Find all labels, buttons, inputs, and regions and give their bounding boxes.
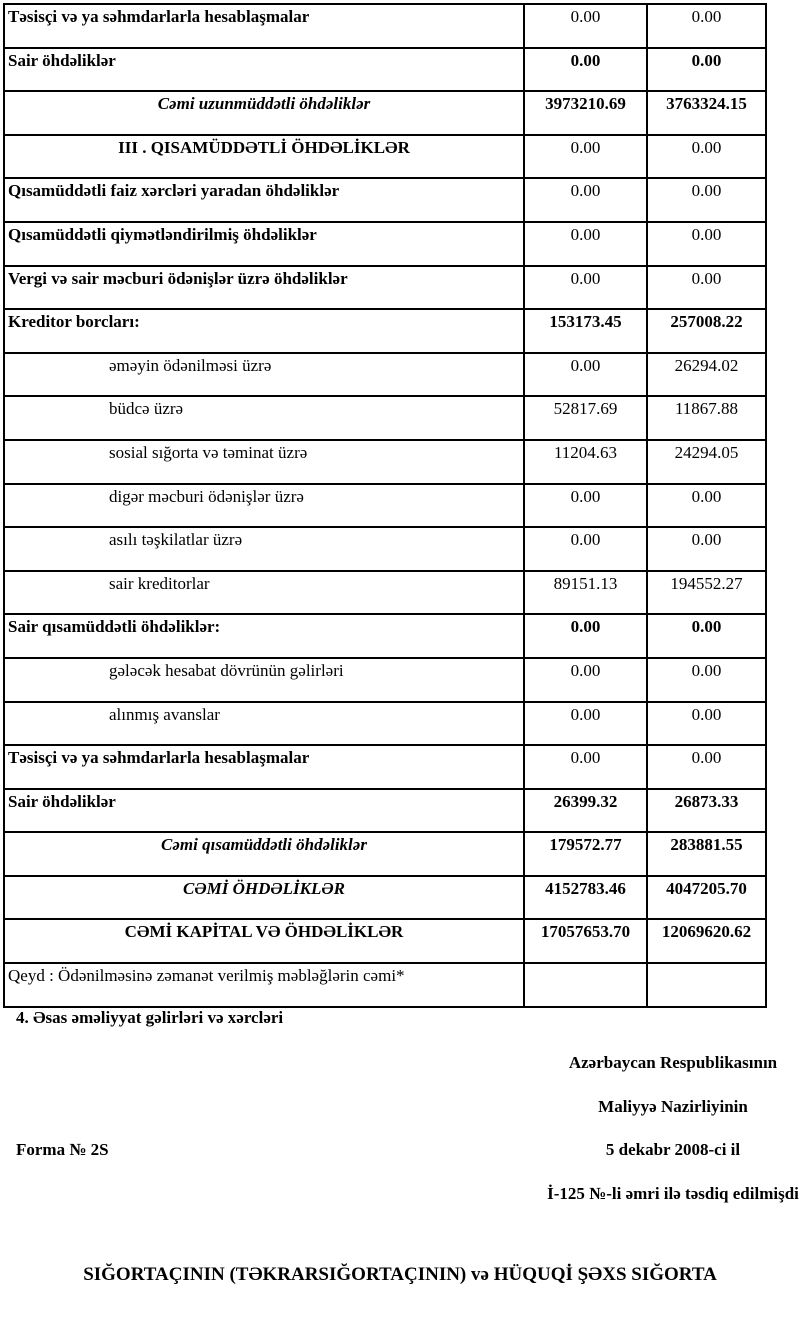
row-value-col1: 0.00	[524, 745, 647, 789]
row-value-col1: 3973210.69	[524, 91, 647, 135]
row-value-col2: 12069620.62	[647, 919, 766, 963]
row-value-col1: 0.00	[524, 658, 647, 702]
table-row	[4, 222, 766, 266]
row-value-col2: 11867.88	[647, 396, 766, 440]
row-label: Təsisçi və ya səhmdarlarla hesablaşmalar	[4, 745, 524, 789]
row-value-col2: 0.00	[647, 702, 766, 746]
table-row	[4, 309, 766, 353]
table-row	[4, 484, 766, 528]
balance-sheet-table	[3, 3, 767, 1008]
approval-line-1: Azərbaycan Respublikasının	[568, 1053, 778, 1072]
table-row	[4, 266, 766, 310]
row-value-col2	[647, 963, 766, 1007]
row-value-col1: 0.00	[524, 702, 647, 746]
row-value-col1: 4152783.46	[524, 876, 647, 920]
row-value-col2: 0.00	[647, 745, 766, 789]
table-row	[4, 91, 766, 135]
row-value-col1: 0.00	[524, 178, 647, 222]
table-row	[4, 440, 766, 484]
table-row	[4, 135, 766, 179]
row-label: Qeyd : Ödənilməsinə zəmanət verilmiş məbləğlərin cəmi*	[4, 963, 524, 1007]
row-value-col2: 0.00	[647, 4, 766, 48]
row-label: Qısamüddətli qiymətləndirilmiş öhdəliklər	[4, 222, 524, 266]
table-row	[4, 353, 766, 397]
row-value-col2: 3763324.15	[647, 91, 766, 135]
row-value-col2: 0.00	[647, 135, 766, 179]
table-row	[4, 702, 766, 746]
row-value-col2: 257008.22	[647, 309, 766, 353]
section-title: 4. Əsas əməliyyat gəlirləri və xərcləri	[16, 1008, 284, 1027]
row-value-col2: 0.00	[647, 266, 766, 310]
row-label: Kreditor borcları:	[4, 309, 524, 353]
row-label: Vergi və sair məcburi ödənişlər üzrə öhdəliklər	[4, 266, 524, 310]
table-row	[4, 832, 766, 876]
balance-table-body	[4, 4, 766, 1007]
row-value-col1: 0.00	[524, 484, 647, 528]
row-label: əməyin ödənilməsi üzrə	[4, 353, 524, 397]
row-label: CƏMİ KAPİTAL VƏ ÖHDƏLİKLƏR	[4, 919, 524, 963]
row-value-col1: 26399.32	[524, 789, 647, 833]
row-value-col1: 0.00	[524, 135, 647, 179]
row-value-col1: 153173.45	[524, 309, 647, 353]
row-label: Sair öhdəliklər	[4, 48, 524, 92]
row-label: Sair qısamüddətli öhdəliklər:	[4, 614, 524, 658]
table-row	[4, 919, 766, 963]
row-value-col1: 11204.63	[524, 440, 647, 484]
approval-line-2: Maliyyə Nazirliyinin	[598, 1097, 748, 1116]
row-value-col2: 0.00	[647, 614, 766, 658]
row-value-col2: 4047205.70	[647, 876, 766, 920]
table-row	[4, 48, 766, 92]
row-value-col1: 0.00	[524, 222, 647, 266]
table-row	[4, 571, 766, 615]
row-value-col1: 17057653.70	[524, 919, 647, 963]
row-label: III . QISAMÜDDƏTLİ ÖHDƏLİKLƏR	[4, 135, 524, 179]
row-value-col1: 0.00	[524, 527, 647, 571]
row-value-col2: 194552.27	[647, 571, 766, 615]
row-value-col2: 26294.02	[647, 353, 766, 397]
row-value-col2: 0.00	[647, 484, 766, 528]
row-value-col2: 0.00	[647, 178, 766, 222]
row-label: alınmış avanslar	[4, 702, 524, 746]
row-value-col2: 0.00	[647, 658, 766, 702]
row-label: sair kreditorlar	[4, 571, 524, 615]
approval-line-4: İ-125 №-li əmri ilə təsdiq edilmişdi	[547, 1184, 799, 1203]
row-value-col1: 0.00	[524, 4, 647, 48]
row-value-col1	[524, 963, 647, 1007]
row-value-col2: 0.00	[647, 48, 766, 92]
row-value-col1: 0.00	[524, 353, 647, 397]
row-label: sosial sığorta və təminat üzrə	[4, 440, 524, 484]
approval-line-3: 5 dekabr 2008-ci il	[605, 1140, 741, 1159]
table-row	[4, 876, 766, 920]
table-row	[4, 745, 766, 789]
row-value-col1: 0.00	[524, 48, 647, 92]
row-label: digər məcburi ödənişlər üzrə	[4, 484, 524, 528]
table-row	[4, 614, 766, 658]
document-heading: SIĞORTAÇININ (TƏKRARSIĞORTAÇININ) və HÜQUQİ ŞƏXS SIĞORTA	[83, 1264, 717, 1285]
table-row	[4, 396, 766, 440]
table-row	[4, 658, 766, 702]
row-label: büdcə üzrə	[4, 396, 524, 440]
form-number-label: Forma № 2S	[16, 1140, 109, 1159]
table-row	[4, 789, 766, 833]
row-value-col1: 179572.77	[524, 832, 647, 876]
row-label: Təsisçi və ya səhmdarlarla hesablaşmalar	[4, 4, 524, 48]
row-label: Qısamüddətli faiz xərcləri yaradan öhdəliklər	[4, 178, 524, 222]
row-value-col1: 89151.13	[524, 571, 647, 615]
table-row	[4, 4, 766, 48]
row-label: gələcək hesabat dövrünün gəlirləri	[4, 658, 524, 702]
row-value-col2: 283881.55	[647, 832, 766, 876]
row-value-col1: 0.00	[524, 614, 647, 658]
row-value-col1: 0.00	[524, 266, 647, 310]
row-label: CƏMİ ÖHDƏLİKLƏR	[4, 876, 524, 920]
row-label: Cəmi qısamüddətli öhdəliklər	[4, 832, 524, 876]
table-row	[4, 178, 766, 222]
row-label: Cəmi uzunmüddətli öhdəliklər	[4, 91, 524, 135]
row-label: Sair öhdəliklər	[4, 789, 524, 833]
row-value-col2: 0.00	[647, 222, 766, 266]
table-row	[4, 527, 766, 571]
row-value-col2: 24294.05	[647, 440, 766, 484]
row-label: asılı təşkilatlar üzrə	[4, 527, 524, 571]
row-value-col2: 26873.33	[647, 789, 766, 833]
row-value-col1: 52817.69	[524, 396, 647, 440]
table-row	[4, 963, 766, 1007]
row-value-col2: 0.00	[647, 527, 766, 571]
